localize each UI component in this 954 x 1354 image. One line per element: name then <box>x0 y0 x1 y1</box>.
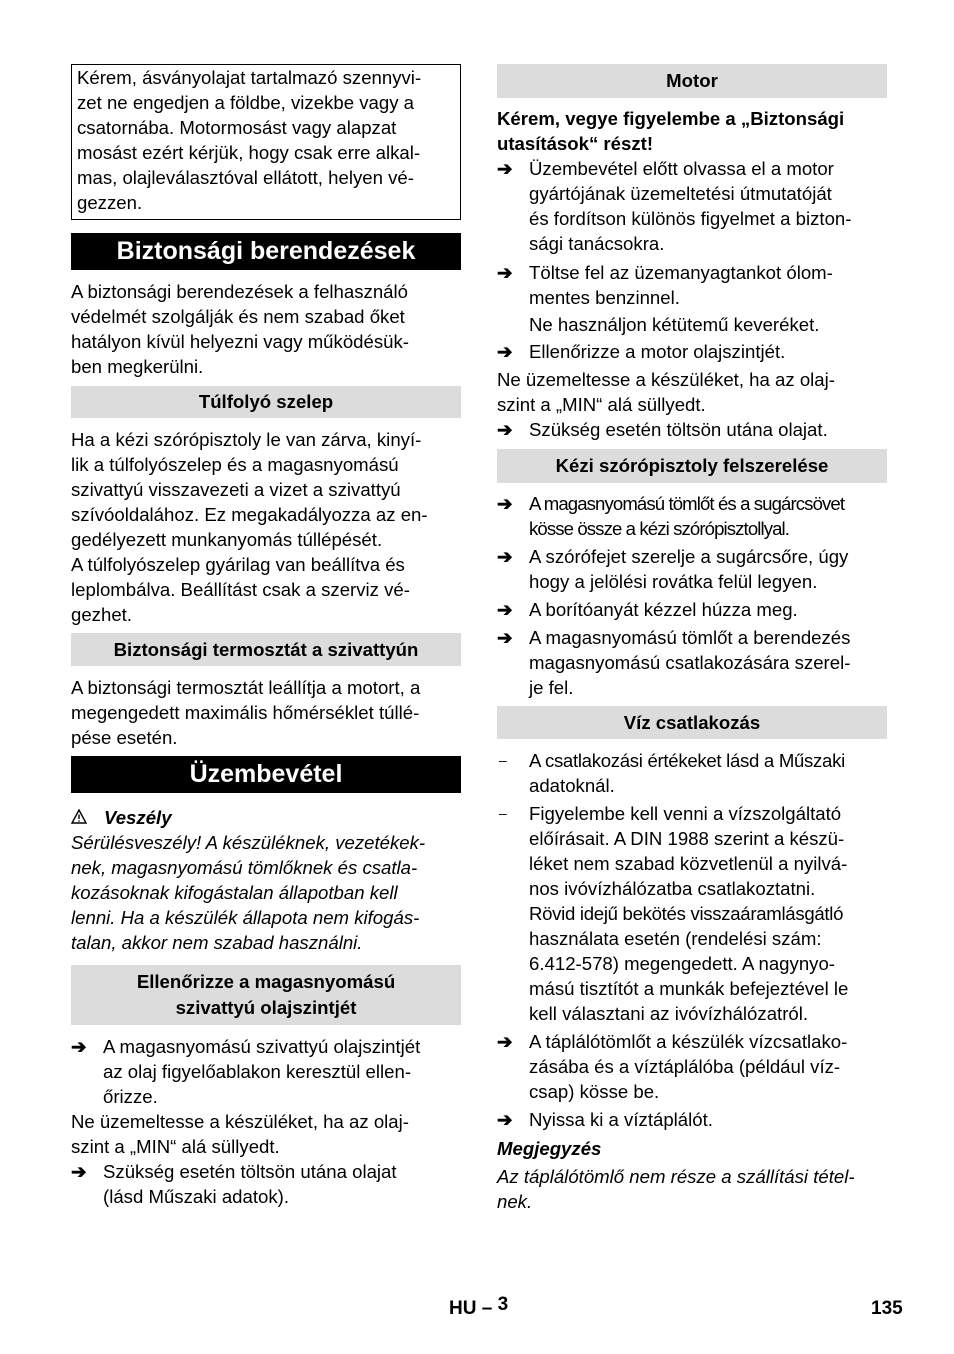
arrow-icon: ➔ <box>497 1109 513 1130</box>
text-line: szint a „MIN“ alá süllyedt. <box>71 1136 280 1157</box>
list-item <box>71 1159 461 1209</box>
item-line: az olaj figyelőablakon keresztül ellen- <box>103 1061 412 1082</box>
item-line: 6.412-578) megengedett. A nagynyo- <box>529 953 835 974</box>
text-line: A biztonsági termosztát leállítja a motort, a <box>71 677 421 698</box>
list-item <box>497 1029 887 1104</box>
arrow-icon: ➔ <box>497 419 513 440</box>
text-line: pése esetén. <box>71 727 178 748</box>
item-line: Ellenőrizze a motor olajszintjét. <box>529 341 786 362</box>
danger-label: Veszély <box>104 807 172 828</box>
text-line: szívóoldalához. Ez megakadályozza az en- <box>71 504 428 525</box>
item-line: A csatlakozási értékeket lásd a Műszaki <box>529 750 845 771</box>
arrow-icon: ➔ <box>497 1031 513 1052</box>
text-line: Ne üzemeltesse a készüléket, ha az olaj- <box>497 369 835 390</box>
item-line: sági tanácsokra. <box>529 233 665 254</box>
item-line: csap) kösse be. <box>529 1081 660 1102</box>
heading-motor: Motor <box>497 64 887 98</box>
list-item <box>71 1034 461 1109</box>
list-item <box>497 417 887 442</box>
danger-line: talan, akkor nem szabad használni. <box>71 932 363 953</box>
item-line: Rövid idejű bekötés visszaáramlásgátló <box>529 903 844 924</box>
overflow-valve-text <box>71 427 461 627</box>
list-item <box>497 260 887 337</box>
heading-line: Ellenőrizze a magasnyomású <box>136 971 396 992</box>
water-connection-block <box>497 748 887 1214</box>
list-item <box>497 625 887 700</box>
item-line: Üzembevétel előtt olvassa el a motor <box>529 158 834 179</box>
text-line: Ha a kézi szórópisztoly le van zárva, kinyí- <box>71 429 422 450</box>
list-item <box>497 339 887 364</box>
item-line: A borítóanyát kézzel húzza meg. <box>529 599 798 620</box>
note-label: Megjegyzés <box>497 1138 602 1159</box>
motor-bold-line: Kérem, vegye figyelembe a „Biztonsági <box>497 108 845 129</box>
list-item <box>497 491 887 541</box>
text-line: A biztonsági berendezések a felhasználó <box>71 281 408 302</box>
item-line: hogy a jelölési rovátka felül legyen. <box>529 571 818 592</box>
note-line: nek. <box>497 1191 533 1212</box>
heading-check-pump-oil <box>71 965 461 1025</box>
item-line: Ne használjon kétütemű keveréket. <box>529 314 820 335</box>
section-number: 3 <box>497 1294 509 1315</box>
item-line: mentes benzinnel. <box>529 287 680 308</box>
text-line: gezhet. <box>71 604 132 625</box>
item-line: Figyelembe kell venni a vízszolgáltató <box>529 803 842 824</box>
arrow-icon: ➔ <box>497 158 513 179</box>
text-line: szivattyú visszavezeti a vizet a szivattyú <box>71 479 401 500</box>
item-line: je fel. <box>529 677 574 698</box>
motor-bold-line: utasítások“ részt! <box>497 133 654 154</box>
item-line: magasnyomású csatlakozására szerel- <box>529 652 851 673</box>
safety-devices-text <box>71 279 461 379</box>
item-line: használata esetén (rendelési szám: <box>529 928 822 949</box>
text-line: megengedett maximális hőmérséklet túllé- <box>71 702 420 723</box>
motor-block <box>497 106 887 442</box>
language-label: HU <box>449 1298 477 1319</box>
item-line: Szükség esetén töltsön utána olajat. <box>529 419 828 440</box>
item-line: kösse össze a kézi szórópisztollyal. <box>529 518 790 539</box>
footer-language-code <box>449 1296 508 1321</box>
text-line: ben megkerülni. <box>71 356 204 377</box>
text-line: hatályon kívül helyezni vagy működésük- <box>71 331 409 352</box>
heading-line: szivattyú olajszintjét <box>175 997 357 1018</box>
note-line: Az táplálótömlő nem része a szállítási tétel- <box>497 1166 855 1187</box>
notice-line: mosást ezért kérjük, hogy csak erre alkal- <box>77 142 421 163</box>
arrow-icon: ➔ <box>497 599 513 620</box>
arrow-icon: ➔ <box>71 1036 87 1057</box>
item-line: Szükség esetén töltsön utána olajat <box>103 1161 397 1182</box>
arrow-icon: ➔ <box>497 262 513 283</box>
notice-line: csatornába. Motormosást vagy alapzat <box>77 117 397 138</box>
list-item <box>497 156 887 256</box>
item-line: A magasnyomású tömlőt a berendezés <box>529 627 851 648</box>
pump-oil-block <box>71 1034 461 1209</box>
item-line: nos ivóvízhálózatba csatlakoztatni. <box>529 878 816 899</box>
item-line: Töltse fel az üzemanyagtankot ólom- <box>529 262 833 283</box>
item-line: A szórófejet szerelje a sugárcsőre, úgy <box>529 546 849 567</box>
heading-safety-thermostat: Biztonsági termosztát a szivattyún <box>71 633 461 666</box>
list-item <box>497 597 887 622</box>
environment-notice-box <box>71 64 461 220</box>
item-line: A magasnyomású tömlőt és a sugárcsövet <box>529 493 845 514</box>
heading-water-connection: Víz csatlakozás <box>497 706 887 739</box>
item-line: előírásait. A DIN 1988 szerint a készü- <box>529 828 845 849</box>
item-line: és fordítson különös figyelmet a bizton- <box>529 208 852 229</box>
text-line: Ne üzemeltesse a készüléket, ha az olaj- <box>71 1111 409 1132</box>
page-number: 135 <box>871 1298 903 1319</box>
danger-line: nek, magasnyomású tömlőknek és csatla- <box>71 857 418 878</box>
list-item <box>497 1107 887 1132</box>
text-line: A túlfolyószelep gyárilag van beállítva és <box>71 554 405 575</box>
item-line: mású tisztítót a munkák befejeztével le <box>529 978 849 999</box>
arrow-icon: ➔ <box>497 493 512 514</box>
heading-safety-devices: Biztonsági berendezések <box>71 233 461 270</box>
item-line: kell választani az ivóvízhálózatról. <box>529 1003 809 1024</box>
dash-marker: – <box>499 805 507 821</box>
heading-overflow-valve: Túlfolyó szelep <box>71 386 461 418</box>
item-line: (lásd Műszaki adatok). <box>103 1186 290 1207</box>
spray-gun-block <box>497 491 887 700</box>
arrow-icon: ➔ <box>71 1161 87 1182</box>
arrow-icon: ➔ <box>497 341 513 362</box>
item-line: A magasnyomású szivattyú olajszintjét <box>103 1036 421 1057</box>
notice-line: mas, olajleválasztóval ellátott, helyen vé- <box>77 167 414 188</box>
text-line: szint a „MIN“ alá süllyedt. <box>497 394 706 415</box>
item-line: zásába és a víztáplálóba (például víz- <box>529 1056 841 1077</box>
list-item <box>497 801 887 1026</box>
text-line: gedélyezett munkanyomás túllépését. <box>71 529 383 550</box>
text-line: leplombálva. Beállítást csak a szerviz vé- <box>71 579 410 600</box>
safety-thermostat-text <box>71 675 461 750</box>
notice-line: Kérem, ásványolajat tartalmazó szennyvi- <box>77 67 422 88</box>
heading-startup: Üzembevétel <box>71 756 461 793</box>
text-line: védelmét szolgálják és nem szabad őket <box>71 306 405 327</box>
item-line: A táplálótömlőt a készülék vízcsatlako- <box>529 1031 848 1052</box>
danger-line: kozásoknak kifogástalan állapotban kell <box>71 882 398 903</box>
heading-spray-gun-assembly: Kézi szórópisztoly felszerelése <box>497 449 887 483</box>
danger-line: lenni. Ha a készülék állapota nem kifogás- <box>71 907 420 928</box>
danger-block <box>71 805 461 955</box>
item-line: Nyissa ki a víztáplálót. <box>529 1109 713 1130</box>
arrow-icon: ➔ <box>497 627 513 648</box>
arrow-icon: ➔ <box>497 546 513 567</box>
item-line: adatoknál. <box>529 775 615 796</box>
dash-marker: – <box>499 752 507 768</box>
warning-triangle-icon <box>71 805 91 830</box>
footer-dash: – <box>481 1298 493 1319</box>
text-line: lik a túlfolyószelep és a magasnyomású <box>71 454 399 475</box>
notice-line: zet ne engedjen a földbe, vizekbe vagy a <box>77 92 414 113</box>
danger-line: Sérülésveszély! A készüléknek, vezetékek- <box>71 832 426 853</box>
list-item <box>497 748 887 798</box>
item-line: léket nem szabad közvetlenül a nyilvá- <box>529 853 848 874</box>
item-line: gyártójának üzemeltetési útmutatóját <box>529 183 832 204</box>
item-line: őrizze. <box>103 1086 158 1107</box>
list-item <box>497 544 887 594</box>
notice-line: gezzen. <box>77 192 143 213</box>
